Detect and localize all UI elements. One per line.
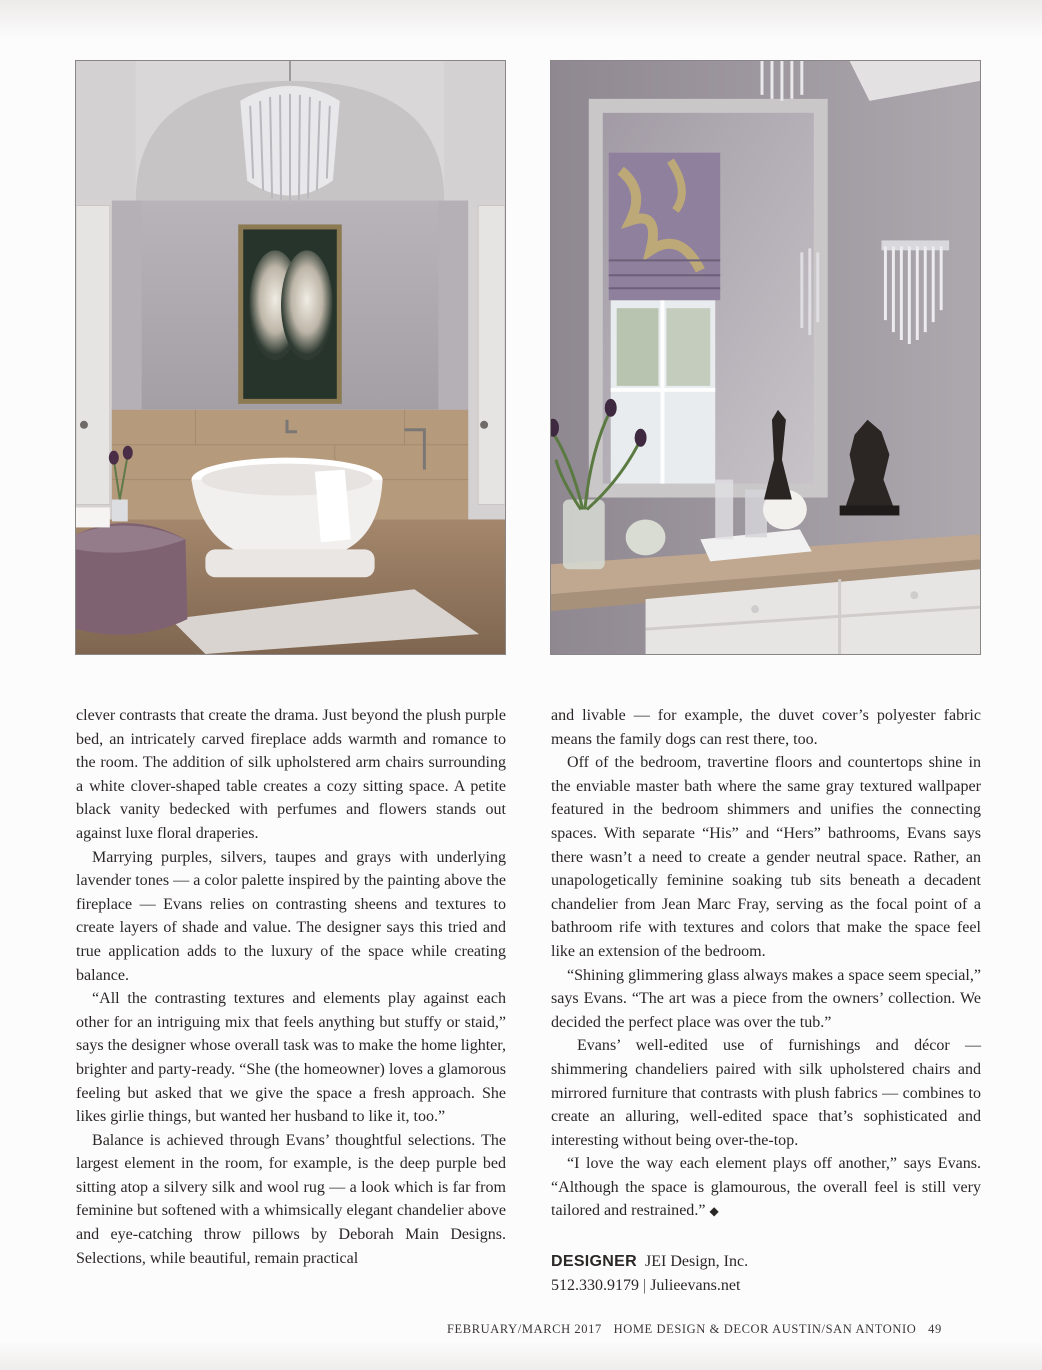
article-paragraph: Evans’ well-edited use of furnishings and décor — shimmering chandeliers paired with silk upholstered chairs and mirrored furniture that contrasts with plush fabrics — combines to create an alluring, well-edited space that’s sophisticated and interesting without being over-the-top. bbox=[551, 1037, 981, 1149]
designer-phone: 512.330.9179 bbox=[551, 1276, 639, 1294]
designer-label: DESIGNER bbox=[551, 1253, 637, 1270]
designer-line bbox=[551, 1250, 981, 1274]
bathtub-photo bbox=[75, 60, 506, 655]
article-paragraph-last bbox=[551, 1152, 981, 1224]
article-paragraph: clever contrasts that create the drama. Just beyond the plush purple bed, an intricately carved fireplace adds warmth and romance to the room. The addition of silk upholstered arm chairs surrounding a white clover-shaped table creates a cozy sitting space. A petite black vanity bedecked with perfumes and flowers stands out against luxe floral draperies. bbox=[76, 707, 506, 842]
vanity-photo-illustration bbox=[551, 61, 980, 654]
footer-issue: FEBRUARY/MARCH 2017 bbox=[447, 1322, 602, 1336]
article-column-right bbox=[551, 704, 981, 1224]
article-paragraph: “Shining glimmering glass always makes a space seem special,” says Evans. “The art was a piece from the owners’ collection. We decided the perfect place was over the tub.” bbox=[551, 966, 981, 1031]
article-closing-text: “I love the way each element plays off another,” says Evans. “Although the space is glamourous, the overall feel is still very tailored and restrained.” bbox=[551, 1155, 981, 1220]
bathtub-photo-illustration bbox=[76, 61, 505, 654]
article-column-left bbox=[76, 704, 506, 1270]
article-paragraph: “All the contrasting textures and elements play against each other for an intriguing mix that feels anything but stuffy or staid,” says the designer whose overall task was to make the home lighter, brighter and party-ready. “She (the homeowner) loves a glamorous feeling but asked that we give the space a fresh approach. She likes girlie things, but wanted her husband to like it, too.” bbox=[76, 990, 506, 1126]
designer-company: JEI Design, Inc. bbox=[644, 1253, 749, 1270]
page-bottom-shade bbox=[0, 1340, 1042, 1370]
article-paragraph: Off of the bedroom, travertine floors and countertops shine in the enviable master bath where the same gray textured wallpaper featured in the bedroom shimmers and unifies the connecting spaces. With separate “His” and “Hers” bathrooms, Evans says there wasn’t a need to create a gender neutral space. Rather, an unapologetically feminine soaking tub sits beneath a decadent chandelier from Jean Marc Fray, serving as the focal point of a bathroom rife with textures and colors that make the space feel like an extension of the bedroom. bbox=[551, 754, 981, 960]
article-paragraph: Marrying purples, silvers, taupes and grays with underlying lavender tones — a color palette inspired by the painting above the fireplace — Evans relies on contrasting sheens and textures to create layers of shade and value. The designer says this tried and true application adds to the luxury of the space while creating balance. bbox=[76, 848, 506, 984]
designer-contact bbox=[551, 1274, 981, 1298]
designer-credit bbox=[551, 1250, 981, 1297]
page-top-shade bbox=[0, 0, 1042, 40]
end-mark-icon: ◆ bbox=[709, 1204, 719, 1219]
footer-page-number: 49 bbox=[928, 1322, 942, 1336]
article-paragraph: and livable — for example, the duvet cover’s polyester fabric means the family dogs can rest there, too. bbox=[551, 707, 981, 748]
vanity-photo bbox=[550, 60, 981, 655]
page-footer bbox=[447, 1322, 987, 1337]
designer-separator: | bbox=[643, 1276, 647, 1294]
article-paragraph: Balance is achieved through Evans’ thoughtful selections. The largest element in the room, for example, is the deep purple bed sitting atop a silvery silk and wool rug — a look which is far from feminine but softened with a whimsically elegant chandelier above and eye-catching throw pillows by Deborah Main Designs. Selections, while beautiful, remain practical bbox=[76, 1131, 506, 1267]
designer-website: Julieevans.net bbox=[650, 1276, 741, 1294]
footer-magazine: HOME DESIGN & DECOR AUSTIN/SAN ANTONIO bbox=[613, 1322, 917, 1336]
